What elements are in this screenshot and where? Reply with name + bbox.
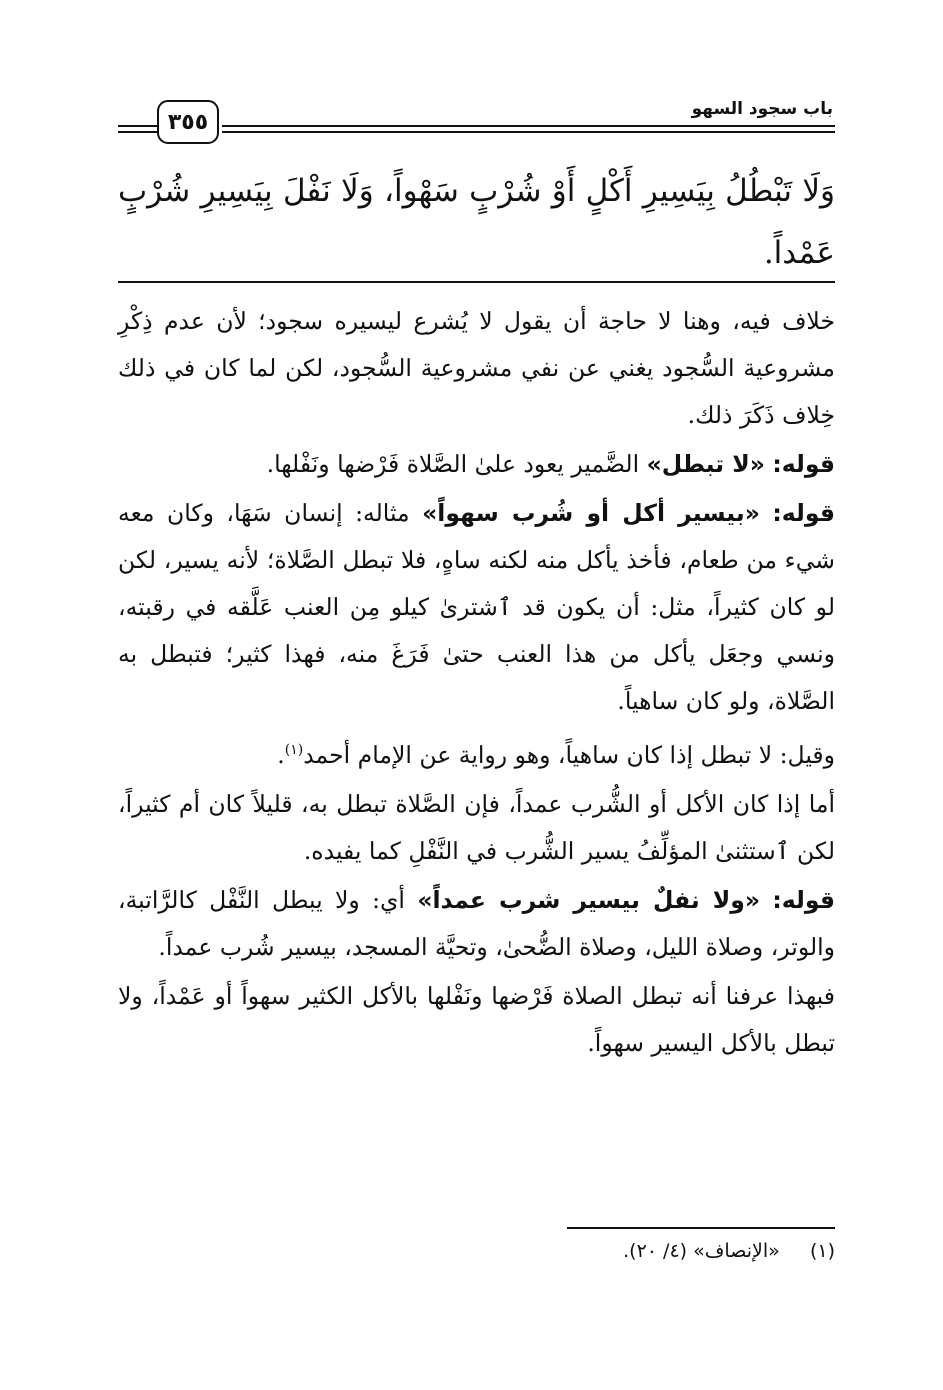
footnote-ref[interactable]: (١) [284, 742, 304, 758]
quoted-phrase: «لا تبطل» [646, 450, 765, 478]
matn-separator [118, 281, 835, 283]
paragraph-4 [118, 727, 835, 779]
commentary [118, 298, 835, 1069]
paragraph-4-text: وقيل: لا تبطل إذا كان ساهياً، وهو رواية عن الإمام أحمد [303, 740, 835, 769]
chapter-title: باب سجود السهو [691, 99, 833, 119]
paragraph-2 [118, 441, 835, 488]
header-rule-left-bottom [118, 131, 158, 133]
matn-text: وَلَا تَبْطُلُ بِيَسِيرِ أَكْلٍ أَوْ شُرْبٍ سَهْواً، وَلَا نَفْلَ بِيَسِيرِ شُرْبٍ عَمْداً. [118, 173, 835, 271]
paragraph-4-end: . [277, 740, 285, 769]
paragraph-3 [118, 490, 835, 725]
footnote [623, 1240, 835, 1262]
header-rule-right-bottom [222, 131, 835, 133]
paragraph-5: أما إذا كان الأكل أو الشُّرب عمداً، فإن الصَّلاة تبطل به، قليلاً كان أم كثيراً، لكن ٱستثنىٰ المؤلِّفُ يسير الشُّرب في النَّفْلِ كما يفيده. [118, 789, 835, 865]
paragraph-6-text: أي: ولا يبطل النَّفْل كالرَّاتبة، والوتر، وصلاة الليل، وصلاة الضُّحىٰ، وتحيَّة المسجد، بيسير شُرب عمداً. [118, 885, 835, 961]
footnote-text: «الإنصاف» (٤/ ٢٠). [623, 1240, 780, 1262]
paragraph-3-text: مثاله: إنسان سَهَا، وكان معه شيء من طعام، فأخذ يأكل منه لكنه ساهٍ، فلا تبطل الصَّلاة؛ لأنه يسير، لكن لو كان كثيراً، مثل: أن يكون قد ٱشترىٰ كيلو مِن العنب عَلَّقه في رقبته، ونسي وجعَل يأكل من هذا العنب حتىٰ فَرَغَ منه، فهذا كثير؛ فتبطل به الصَّلاة، ولو كان ساهياً. [118, 499, 835, 715]
qawl-label: قوله: [772, 885, 835, 914]
paragraph-7: فبهذا عرفنا أنه تبطل الصلاة فَرْضها ونَفْلها بالأكل الكثير سهواً أو عَمْداً، ولا تبطل بالأكل اليسير سهواً. [118, 981, 835, 1057]
qawl-label: قوله: [772, 450, 835, 478]
paragraph-2-text: الضَّمير يعود علىٰ الصَّلاة فَرْضها ونَفْلها. [266, 450, 647, 478]
page-number: ٣٥٥ [157, 100, 219, 144]
paragraph-6 [118, 877, 835, 971]
footnote-separator [567, 1227, 835, 1229]
header-rule-left-top [118, 125, 158, 127]
footnote-number: (١) [809, 1240, 835, 1262]
quoted-phrase: «بيسير أكل أو شُرب سهواً» [422, 499, 760, 527]
qawl-label: قوله: [772, 499, 835, 527]
header-rule-right-top [222, 125, 835, 127]
quoted-phrase: «ولا نفلٌ بيسير شرب عمداً» [417, 885, 761, 914]
paragraph-1: خلاف فيه، وهنا لا حاجة أن يقول لا يُشرع ليسيره سجود؛ لأن عدم ذِكْرِ مشروعية السُّجود يغني عن نفي مشروعية السُّجود، لكن لما كان في ذلك خِلاف ذَكَرَ ذلك. [118, 307, 835, 429]
